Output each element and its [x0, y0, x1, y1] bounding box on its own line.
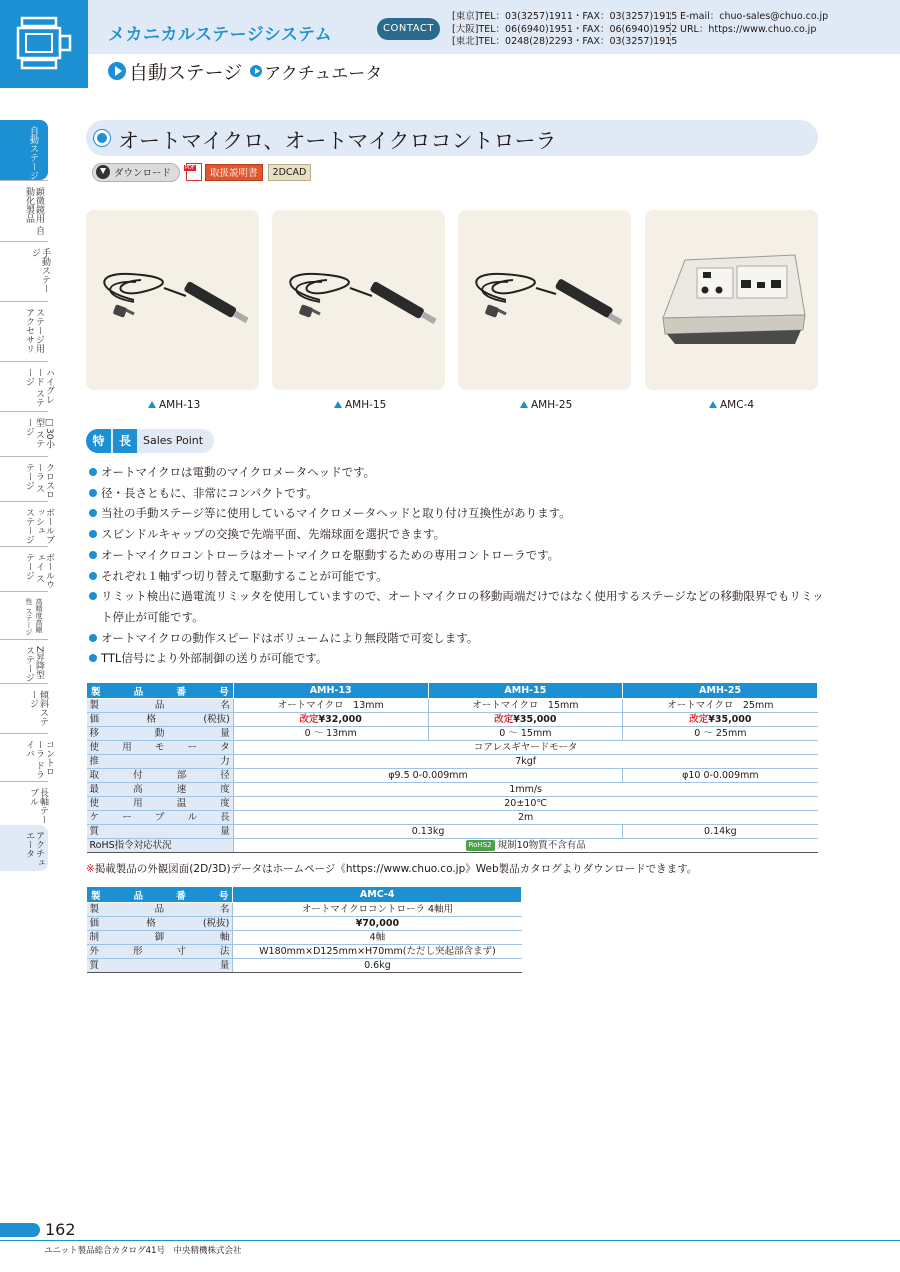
download-icon [96, 165, 110, 179]
list-item: 径・長さともに、非常にコンパクトです。 [88, 483, 828, 504]
office-tohoku: [東北]TEL：0248(28)2293・FAX：03(3257)1915 [452, 36, 678, 47]
office-tokyo: [東京]TEL：03(3257)1911・FAX：03(3257)1915 [452, 11, 678, 22]
sidebar-item-z-stage[interactable]: Z昇降型 ステージ [0, 639, 48, 683]
category-main[interactable]: 自動ステージ [129, 61, 243, 84]
play-icon [108, 62, 126, 80]
col-header-model: AMH-25 [623, 683, 818, 699]
table-row: 移 動 量 0 ～ 13mm 0 ～ 15mm 0 ～ 25mm [87, 727, 818, 741]
triangle-up-icon [520, 401, 528, 408]
table-row: 外 形 寸 法 W180mm×D125mm×H70mm(ただし突起部含まず) [87, 945, 522, 959]
sidebar-item-manual-stage[interactable]: 手動ステージ [0, 241, 48, 301]
sidebar-item-long-table[interactable]: 長軸テーブル [0, 781, 48, 825]
list-item: TTL信号により外部制御の送りが可能です。 [88, 648, 828, 669]
triangle-up-icon [709, 401, 717, 408]
product-image-amh13 [86, 210, 259, 390]
sidebar [0, 120, 54, 871]
list-item: スピンドルキャップの交換で先端平面、先端球面を選択できます。 [88, 524, 828, 545]
list-item: オートマイクロコントローラはオートマイクロを駆動するための専用コントローラです。 [88, 545, 828, 566]
sidebar-item-ball-bush[interactable]: ボールブッシュ ステージ [0, 501, 48, 546]
system-title: メカニカルステージシステム [108, 25, 333, 45]
sales-point-header [86, 429, 214, 453]
download-note: ※掲載製品の外観図面(2D/3D)データはホームページ《https://www.chuo.co.jp》Web製品カタログよりダウンロードできます。 [86, 863, 698, 875]
sidebar-item-ball-way[interactable]: ボールウェイ ステージ [0, 546, 48, 591]
col-header-model: AMC-4 [233, 887, 522, 903]
cad-button[interactable]: 2DCAD [268, 164, 312, 181]
sidebar-item-actuator[interactable]: アクチュ エータ [0, 825, 48, 871]
col-header-model: AMH-13 [233, 683, 428, 699]
table-row: 製 品 名 オートマイクロコントローラ 4軸用 [87, 903, 522, 917]
micrometer-actuator-icon [272, 210, 445, 390]
product-image-amh15 [272, 210, 445, 390]
list-item: それぞれ１軸ずつ切り替えて駆動することが可能です。 [88, 566, 828, 587]
contact-divider [670, 12, 671, 46]
table-row: 製 品 名 オートマイクロ 13mm オートマイクロ 15mm オートマイクロ 25mm [87, 699, 818, 713]
table-row: 使 用 モ ー タ コアレスギヤードモータ [87, 741, 818, 755]
table-header-row [87, 887, 522, 903]
triangle-up-icon [148, 401, 156, 408]
rohs-badge: RoHS2 [466, 840, 495, 851]
controller-box-icon [645, 210, 818, 390]
list-item: オートマイクロは電動のマイクロメータヘッドです。 [88, 462, 828, 483]
sales-point-cho: 長 [113, 429, 137, 453]
table-row: 推 力 7kgf [87, 755, 818, 769]
play-icon [250, 65, 262, 77]
table-row: 使 用 温 度 20±10℃ [87, 797, 818, 811]
product-image-amh25 [458, 210, 631, 390]
table-row: 価 格 (税抜) 改定¥32,000 改定¥35,000 改定¥35,000 [87, 713, 818, 727]
list-item: リミット検出に過電流リミッタを使用していますので、オートマイクロの移動両端だけではなく使用するステージなどの移動限界でもリミット停止が可能です。 [88, 586, 828, 627]
page-number: 162 [45, 1220, 76, 1239]
product-title: オートマイクロ、オートマイクロコントローラ [118, 129, 557, 153]
table-row: RoHS指令対応状況 RoHS2 規制10物質不含有品 [87, 839, 818, 853]
product-image-amc4 [645, 210, 818, 390]
caption-amh13: AMH-13 [148, 399, 200, 411]
spec-table-amh [86, 682, 818, 853]
pdf-icon [186, 163, 202, 181]
sidebar-item-microscope[interactable]: 顕微鏡用 自動化製品 [0, 180, 48, 241]
micrometer-actuator-icon [86, 210, 259, 390]
table-row: 質 量 0.6kg [87, 959, 522, 973]
email-link[interactable]: E-mail：chuo-sales@chuo.co.jp [680, 11, 829, 22]
bullet-icon [94, 130, 110, 146]
col-header-product-no: 製 品 番 号 [87, 887, 233, 903]
triangle-up-icon [334, 401, 342, 408]
table-row: 制 御 軸 4軸 [87, 931, 522, 945]
sidebar-item-high-rigidity[interactable]: 高精度高剛性 ステージ [0, 591, 48, 639]
sidebar-item-auto-stage[interactable]: 自動ステージ [0, 120, 48, 180]
sidebar-item-mini-stage[interactable]: □30小型 ステージ [0, 411, 48, 456]
manual-button[interactable]: 取扱説明書 [205, 164, 263, 181]
catalog-footer: ユニット製品総合カタログ41号 中央精機株式会社 [44, 1246, 242, 1256]
table-row: 価 格 (税抜) ¥70,000 [87, 917, 522, 931]
download-row [92, 162, 311, 182]
brand-logo [0, 0, 88, 88]
page-marker [0, 1223, 40, 1237]
spec-table-amc [86, 886, 522, 973]
list-item: オートマイクロの動作スピードはボリュームにより無段階で可変します。 [88, 628, 828, 649]
col-header-product-no: 製 品 番 号 [87, 683, 234, 699]
website-link[interactable]: URL：https://www.chuo.co.jp [680, 23, 817, 35]
sidebar-item-controller[interactable]: コントローラ ドライバ [0, 733, 48, 781]
office-osaka: [大阪]TEL：06(6940)1951・FAX：06(6940)1952 [452, 23, 678, 35]
table-row: 最 高 速 度 1mm/s [87, 783, 818, 797]
category-sub[interactable]: アクチュエータ [264, 63, 383, 84]
footer-divider [0, 1240, 900, 1241]
table-header-row [87, 683, 818, 699]
office-contacts [452, 11, 677, 49]
caption-amh15: AMH-15 [334, 399, 386, 411]
sidebar-item-accessory[interactable]: ステージ用 アクセサリ [0, 301, 48, 361]
caption-amh25: AMH-25 [520, 399, 572, 411]
micrometer-actuator-icon [458, 210, 631, 390]
breadcrumb [108, 60, 382, 82]
list-item: 当社の手動ステージ等に使用しているマイクロメータヘッドと取り付け互換性があります。 [88, 503, 828, 524]
feature-list [88, 462, 828, 669]
table-row: ケ ー ブ ル 長 2m [87, 811, 818, 825]
sales-point-label: Sales Point [143, 434, 204, 447]
caption-amc4: AMC-4 [709, 399, 754, 411]
web-contacts [680, 11, 828, 36]
sidebar-item-cross-roller[interactable]: クロスローラ ステージ [0, 456, 48, 501]
contact-button[interactable]: CONTACT [377, 18, 440, 40]
sidebar-item-tilt-stage[interactable]: 傾斜ステージ [0, 683, 48, 733]
table-row: 取 付 部 径 φ9.5 0-0.009mm φ10 0-0.009mm [87, 769, 818, 783]
col-header-model: AMH-15 [428, 683, 623, 699]
product-title-bar [86, 120, 818, 156]
sales-point-toku: 特 [86, 429, 111, 453]
sidebar-item-high-grade[interactable]: ハイグレード ステージ [0, 361, 48, 411]
download-button[interactable]: ダウンロード [92, 163, 180, 182]
stage-logo-icon [14, 12, 74, 76]
table-row: 質 量 0.13kg 0.14kg [87, 825, 818, 839]
